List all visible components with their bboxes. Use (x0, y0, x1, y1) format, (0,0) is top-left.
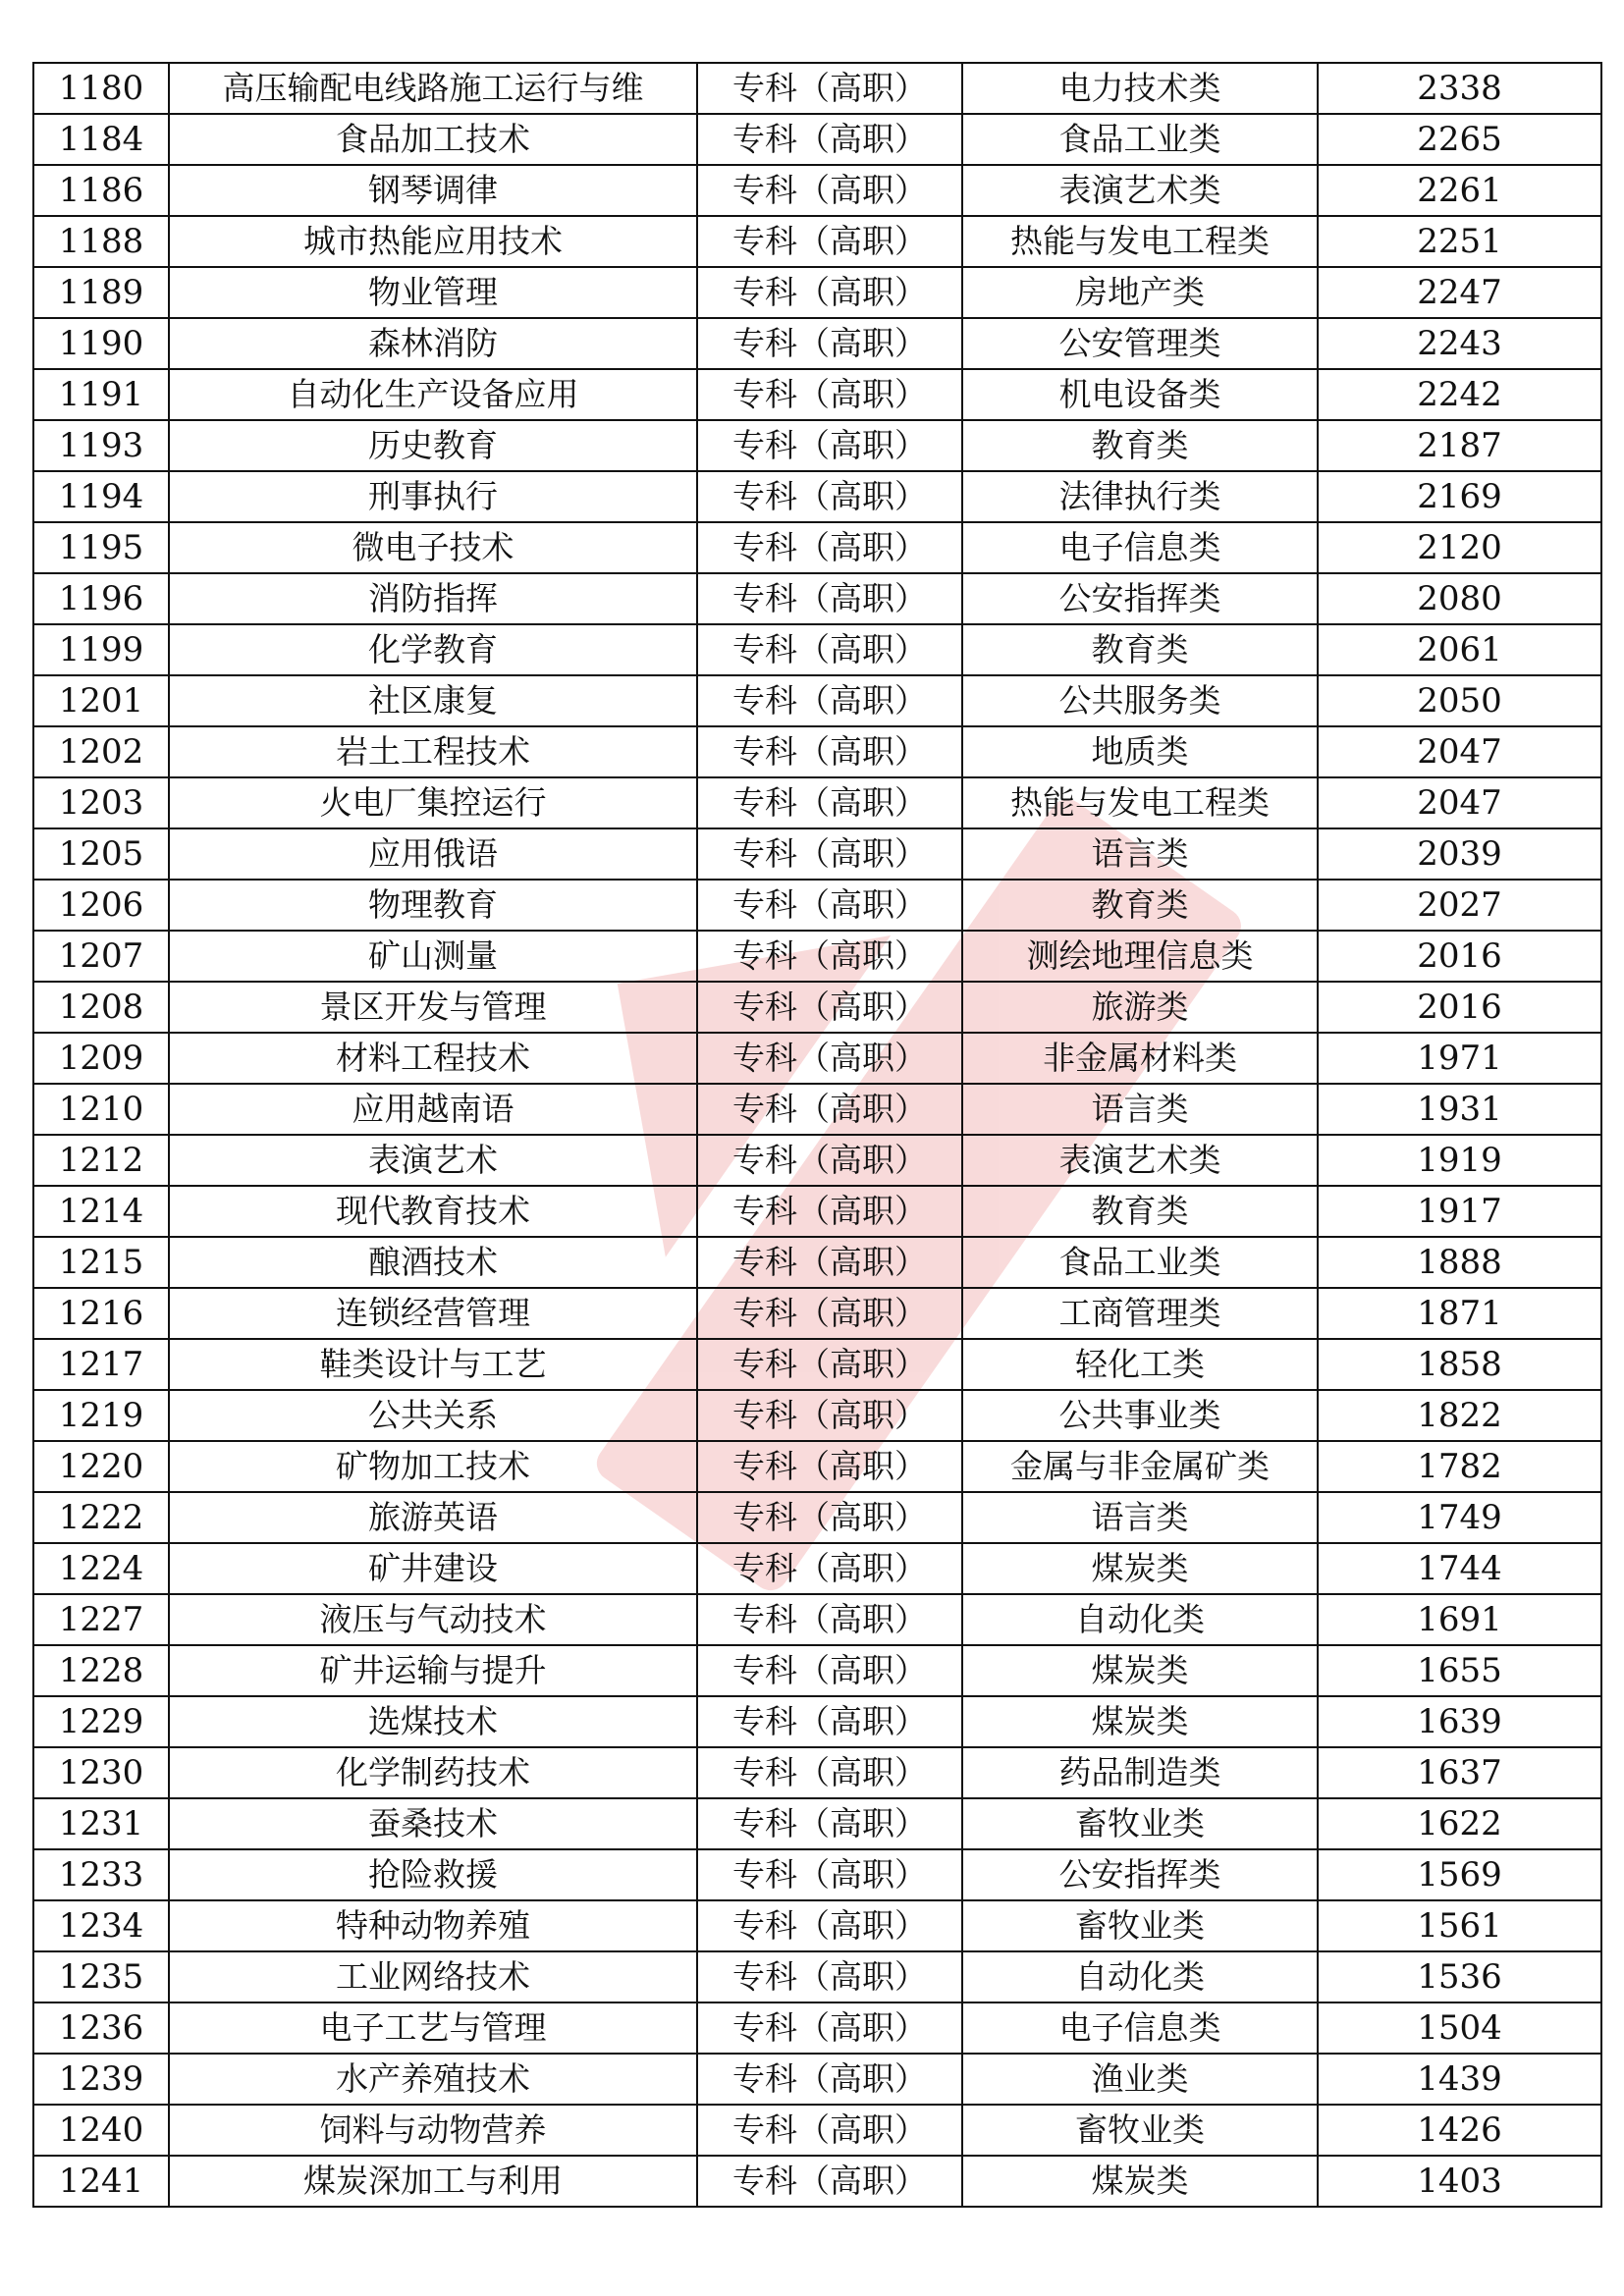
major-name-cell: 化学教育 (169, 624, 697, 675)
major-category-cell: 食品工业类 (962, 114, 1318, 165)
table-row (33, 267, 1601, 318)
major-name-cell: 特种动物养殖 (169, 1900, 697, 1951)
education-level-cell: 专科（高职） (697, 63, 962, 114)
major-name-cell: 物理教育 (169, 880, 697, 931)
major-name-cell: 公共关系 (169, 1390, 697, 1441)
table-row (33, 63, 1601, 114)
major-category-cell: 自动化类 (962, 1951, 1318, 2002)
score-value-cell: 2016 (1318, 982, 1601, 1033)
table-row (33, 2156, 1601, 2207)
table-row (33, 1696, 1601, 1747)
major-name-cell: 鞋类设计与工艺 (169, 1339, 697, 1390)
major-name-cell: 高压输配电线路施工运行与维 (169, 63, 697, 114)
table-row (33, 2105, 1601, 2156)
education-level-cell: 专科（高职） (697, 880, 962, 931)
major-category-cell: 教育类 (962, 880, 1318, 931)
education-level-cell: 专科（高职） (697, 471, 962, 522)
score-value-cell: 1971 (1318, 1033, 1601, 1084)
row-number-cell: 1214 (33, 1186, 169, 1237)
score-value-cell: 1917 (1318, 1186, 1601, 1237)
education-level-cell: 专科（高职） (697, 2156, 962, 2207)
table-row (33, 1339, 1601, 1390)
major-category-cell: 煤炭类 (962, 1543, 1318, 1594)
education-level-cell: 专科（高职） (697, 318, 962, 369)
table-row (33, 471, 1601, 522)
table-row (33, 675, 1601, 726)
table-row (33, 165, 1601, 216)
table-row (33, 573, 1601, 624)
row-number-cell: 1210 (33, 1084, 169, 1135)
row-number-cell: 1231 (33, 1798, 169, 1849)
score-value-cell: 1622 (1318, 1798, 1601, 1849)
major-name-cell: 钢琴调律 (169, 165, 697, 216)
table-row (33, 1951, 1601, 2002)
education-level-cell: 专科（高职） (697, 624, 962, 675)
education-level-cell: 专科（高职） (697, 165, 962, 216)
major-name-cell: 物业管理 (169, 267, 697, 318)
row-number-cell: 1191 (33, 369, 169, 420)
score-value-cell: 1858 (1318, 1339, 1601, 1390)
score-value-cell: 1426 (1318, 2105, 1601, 2156)
table-row (33, 1798, 1601, 1849)
education-level-cell: 专科（高职） (697, 1951, 962, 2002)
row-number-cell: 1235 (33, 1951, 169, 2002)
row-number-cell: 1195 (33, 522, 169, 573)
score-value-cell: 2061 (1318, 624, 1601, 675)
major-category-cell: 渔业类 (962, 2054, 1318, 2105)
table-row (33, 1492, 1601, 1543)
education-level-cell: 专科（高职） (697, 216, 962, 267)
education-level-cell: 专科（高职） (697, 1543, 962, 1594)
row-number-cell: 1217 (33, 1339, 169, 1390)
major-category-cell: 语言类 (962, 828, 1318, 880)
table-row (33, 2054, 1601, 2105)
major-name-cell: 化学制药技术 (169, 1747, 697, 1798)
major-name-cell: 应用越南语 (169, 1084, 697, 1135)
score-value-cell: 1782 (1318, 1441, 1601, 1492)
major-category-cell: 煤炭类 (962, 1696, 1318, 1747)
major-category-cell: 机电设备类 (962, 369, 1318, 420)
table-row (33, 1084, 1601, 1135)
score-value-cell: 1749 (1318, 1492, 1601, 1543)
education-level-cell: 专科（高职） (697, 1390, 962, 1441)
score-value-cell: 1403 (1318, 2156, 1601, 2207)
score-value-cell: 2338 (1318, 63, 1601, 114)
row-number-cell: 1216 (33, 1288, 169, 1339)
education-level-cell: 专科（高职） (697, 1186, 962, 1237)
education-level-cell: 专科（高职） (697, 2002, 962, 2054)
score-value-cell: 2120 (1318, 522, 1601, 573)
education-level-cell: 专科（高职） (697, 1696, 962, 1747)
score-value-cell: 1744 (1318, 1543, 1601, 1594)
major-category-cell: 表演艺术类 (962, 1135, 1318, 1186)
row-number-cell: 1234 (33, 1900, 169, 1951)
major-category-cell: 畜牧业类 (962, 1798, 1318, 1849)
education-level-cell: 专科（高职） (697, 1441, 962, 1492)
score-value-cell: 2080 (1318, 573, 1601, 624)
row-number-cell: 1227 (33, 1594, 169, 1645)
row-number-cell: 1233 (33, 1849, 169, 1900)
education-level-cell: 专科（高职） (697, 369, 962, 420)
score-value-cell: 1871 (1318, 1288, 1601, 1339)
major-category-cell: 热能与发电工程类 (962, 216, 1318, 267)
major-name-cell: 历史教育 (169, 420, 697, 471)
major-category-cell: 煤炭类 (962, 1645, 1318, 1696)
major-category-cell: 食品工业类 (962, 1237, 1318, 1288)
major-name-cell: 应用俄语 (169, 828, 697, 880)
major-name-cell: 抢险救援 (169, 1849, 697, 1900)
major-name-cell: 社区康复 (169, 675, 697, 726)
major-category-cell: 表演艺术类 (962, 165, 1318, 216)
major-name-cell: 矿山测量 (169, 931, 697, 982)
row-number-cell: 1220 (33, 1441, 169, 1492)
score-value-cell: 2265 (1318, 114, 1601, 165)
table-row (33, 726, 1601, 777)
major-category-cell: 自动化类 (962, 1594, 1318, 1645)
row-number-cell: 1240 (33, 2105, 169, 2156)
row-number-cell: 1229 (33, 1696, 169, 1747)
major-name-cell: 表演艺术 (169, 1135, 697, 1186)
major-name-cell: 连锁经营管理 (169, 1288, 697, 1339)
education-level-cell: 专科（高职） (697, 828, 962, 880)
major-category-cell: 药品制造类 (962, 1747, 1318, 1798)
table-row (33, 1594, 1601, 1645)
education-level-cell: 专科（高职） (697, 1798, 962, 1849)
table-row (33, 1288, 1601, 1339)
row-number-cell: 1215 (33, 1237, 169, 1288)
major-name-cell: 矿物加工技术 (169, 1441, 697, 1492)
score-value-cell: 1691 (1318, 1594, 1601, 1645)
table-row (33, 1747, 1601, 1798)
major-category-cell: 公安指挥类 (962, 1849, 1318, 1900)
score-value-cell: 1569 (1318, 1849, 1601, 1900)
score-value-cell: 2047 (1318, 777, 1601, 828)
major-name-cell: 煤炭深加工与利用 (169, 2156, 697, 2207)
major-category-cell: 电力技术类 (962, 63, 1318, 114)
score-value-cell: 1504 (1318, 2002, 1601, 2054)
major-name-cell: 液压与气动技术 (169, 1594, 697, 1645)
score-value-cell: 1822 (1318, 1390, 1601, 1441)
education-level-cell: 专科（高职） (697, 522, 962, 573)
major-category-cell: 语言类 (962, 1492, 1318, 1543)
education-level-cell: 专科（高职） (697, 1084, 962, 1135)
row-number-cell: 1222 (33, 1492, 169, 1543)
score-value-cell: 2047 (1318, 726, 1601, 777)
education-level-cell: 专科（高职） (697, 982, 962, 1033)
table-row (33, 1543, 1601, 1594)
table-row (33, 624, 1601, 675)
major-category-cell: 轻化工类 (962, 1339, 1318, 1390)
table-row (33, 420, 1601, 471)
table-row (33, 1135, 1601, 1186)
row-number-cell: 1209 (33, 1033, 169, 1084)
major-category-cell: 电子信息类 (962, 522, 1318, 573)
table-row (33, 1033, 1601, 1084)
score-value-cell: 1561 (1318, 1900, 1601, 1951)
table-body (33, 63, 1601, 2207)
major-name-cell: 自动化生产设备应用 (169, 369, 697, 420)
row-number-cell: 1205 (33, 828, 169, 880)
score-value-cell: 2242 (1318, 369, 1601, 420)
row-number-cell: 1189 (33, 267, 169, 318)
row-number-cell: 1202 (33, 726, 169, 777)
score-value-cell: 1439 (1318, 2054, 1601, 2105)
table-row (33, 318, 1601, 369)
major-category-cell: 畜牧业类 (962, 1900, 1318, 1951)
score-value-cell: 1536 (1318, 1951, 1601, 2002)
major-category-cell: 旅游类 (962, 982, 1318, 1033)
education-level-cell: 专科（高职） (697, 1033, 962, 1084)
score-value-cell: 2187 (1318, 420, 1601, 471)
row-number-cell: 1236 (33, 2002, 169, 2054)
row-number-cell: 1208 (33, 982, 169, 1033)
education-level-cell: 专科（高职） (697, 1492, 962, 1543)
major-category-cell: 电子信息类 (962, 2002, 1318, 2054)
row-number-cell: 1193 (33, 420, 169, 471)
major-name-cell: 岩土工程技术 (169, 726, 697, 777)
major-name-cell: 矿井建设 (169, 1543, 697, 1594)
score-value-cell: 2261 (1318, 165, 1601, 216)
table-row (33, 114, 1601, 165)
education-level-cell: 专科（高职） (697, 1747, 962, 1798)
major-category-cell: 教育类 (962, 624, 1318, 675)
table-row (33, 1645, 1601, 1696)
education-level-cell: 专科（高职） (697, 1645, 962, 1696)
row-number-cell: 1180 (33, 63, 169, 114)
education-level-cell: 专科（高职） (697, 267, 962, 318)
major-category-cell: 公安管理类 (962, 318, 1318, 369)
score-value-cell: 2050 (1318, 675, 1601, 726)
major-category-cell: 公共事业类 (962, 1390, 1318, 1441)
education-level-cell: 专科（高职） (697, 2105, 962, 2156)
table-row (33, 931, 1601, 982)
score-value-cell: 1637 (1318, 1747, 1601, 1798)
education-level-cell: 专科（高职） (697, 2054, 962, 2105)
major-category-cell: 工商管理类 (962, 1288, 1318, 1339)
major-name-cell: 微电子技术 (169, 522, 697, 573)
major-category-cell: 教育类 (962, 420, 1318, 471)
major-category-cell: 房地产类 (962, 267, 1318, 318)
major-name-cell: 工业网络技术 (169, 1951, 697, 2002)
score-value-cell: 1919 (1318, 1135, 1601, 1186)
table-row (33, 1900, 1601, 1951)
row-number-cell: 1186 (33, 165, 169, 216)
major-category-cell: 煤炭类 (962, 2156, 1318, 2207)
row-number-cell: 1207 (33, 931, 169, 982)
major-category-cell: 教育类 (962, 1186, 1318, 1237)
major-name-cell: 城市热能应用技术 (169, 216, 697, 267)
score-value-cell: 1888 (1318, 1237, 1601, 1288)
major-name-cell: 蚕桑技术 (169, 1798, 697, 1849)
education-level-cell: 专科（高职） (697, 420, 962, 471)
data-table (32, 62, 1602, 2208)
education-level-cell: 专科（高职） (697, 1288, 962, 1339)
major-name-cell: 刑事执行 (169, 471, 697, 522)
major-name-cell: 酿酒技术 (169, 1237, 697, 1288)
table-row (33, 880, 1601, 931)
table-row (33, 216, 1601, 267)
row-number-cell: 1228 (33, 1645, 169, 1696)
score-value-cell: 1639 (1318, 1696, 1601, 1747)
row-number-cell: 1194 (33, 471, 169, 522)
education-level-cell: 专科（高职） (697, 1237, 962, 1288)
major-name-cell: 旅游英语 (169, 1492, 697, 1543)
score-value-cell: 2027 (1318, 880, 1601, 931)
education-level-cell: 专科（高职） (697, 1849, 962, 1900)
major-name-cell: 饲料与动物营养 (169, 2105, 697, 2156)
score-value-cell: 2243 (1318, 318, 1601, 369)
major-name-cell: 景区开发与管理 (169, 982, 697, 1033)
score-value-cell: 2016 (1318, 931, 1601, 982)
major-name-cell: 材料工程技术 (169, 1033, 697, 1084)
major-name-cell: 选煤技术 (169, 1696, 697, 1747)
education-level-cell: 专科（高职） (697, 675, 962, 726)
table-row (33, 777, 1601, 828)
major-name-cell: 矿井运输与提升 (169, 1645, 697, 1696)
major-name-cell: 森林消防 (169, 318, 697, 369)
row-number-cell: 1212 (33, 1135, 169, 1186)
score-value-cell: 2039 (1318, 828, 1601, 880)
score-value-cell: 2247 (1318, 267, 1601, 318)
table-row (33, 2002, 1601, 2054)
score-value-cell: 2169 (1318, 471, 1601, 522)
major-category-cell: 公安指挥类 (962, 573, 1318, 624)
table-row (33, 1849, 1601, 1900)
row-number-cell: 1196 (33, 573, 169, 624)
row-number-cell: 1203 (33, 777, 169, 828)
education-level-cell: 专科（高职） (697, 931, 962, 982)
major-category-cell: 测绘地理信息类 (962, 931, 1318, 982)
major-name-cell: 电子工艺与管理 (169, 2002, 697, 2054)
major-category-cell: 非金属材料类 (962, 1033, 1318, 1084)
row-number-cell: 1241 (33, 2156, 169, 2207)
major-name-cell: 现代教育技术 (169, 1186, 697, 1237)
education-level-cell: 专科（高职） (697, 777, 962, 828)
table-row (33, 1390, 1601, 1441)
table-row (33, 1237, 1601, 1288)
table-row (33, 828, 1601, 880)
education-level-cell: 专科（高职） (697, 1594, 962, 1645)
score-value-cell: 1931 (1318, 1084, 1601, 1135)
education-level-cell: 专科（高职） (697, 1900, 962, 1951)
major-name-cell: 消防指挥 (169, 573, 697, 624)
major-category-cell: 公共服务类 (962, 675, 1318, 726)
major-category-cell: 语言类 (962, 1084, 1318, 1135)
table-row (33, 522, 1601, 573)
education-level-cell: 专科（高职） (697, 573, 962, 624)
row-number-cell: 1206 (33, 880, 169, 931)
row-number-cell: 1188 (33, 216, 169, 267)
table-row (33, 369, 1601, 420)
row-number-cell: 1201 (33, 675, 169, 726)
score-value-cell: 1655 (1318, 1645, 1601, 1696)
major-category-cell: 畜牧业类 (962, 2105, 1318, 2156)
table-row (33, 1441, 1601, 1492)
education-level-cell: 专科（高职） (697, 726, 962, 777)
major-name-cell: 水产养殖技术 (169, 2054, 697, 2105)
major-name-cell: 火电厂集控运行 (169, 777, 697, 828)
education-level-cell: 专科（高职） (697, 1339, 962, 1390)
major-category-cell: 金属与非金属矿类 (962, 1441, 1318, 1492)
major-category-cell: 法律执行类 (962, 471, 1318, 522)
row-number-cell: 1219 (33, 1390, 169, 1441)
education-level-cell: 专科（高职） (697, 114, 962, 165)
row-number-cell: 1239 (33, 2054, 169, 2105)
major-category-cell: 地质类 (962, 726, 1318, 777)
score-value-cell: 2251 (1318, 216, 1601, 267)
row-number-cell: 1184 (33, 114, 169, 165)
education-level-cell: 专科（高职） (697, 1135, 962, 1186)
row-number-cell: 1199 (33, 624, 169, 675)
table-row (33, 1186, 1601, 1237)
major-category-cell: 热能与发电工程类 (962, 777, 1318, 828)
row-number-cell: 1224 (33, 1543, 169, 1594)
row-number-cell: 1230 (33, 1747, 169, 1798)
major-name-cell: 食品加工技术 (169, 114, 697, 165)
table-row (33, 982, 1601, 1033)
row-number-cell: 1190 (33, 318, 169, 369)
